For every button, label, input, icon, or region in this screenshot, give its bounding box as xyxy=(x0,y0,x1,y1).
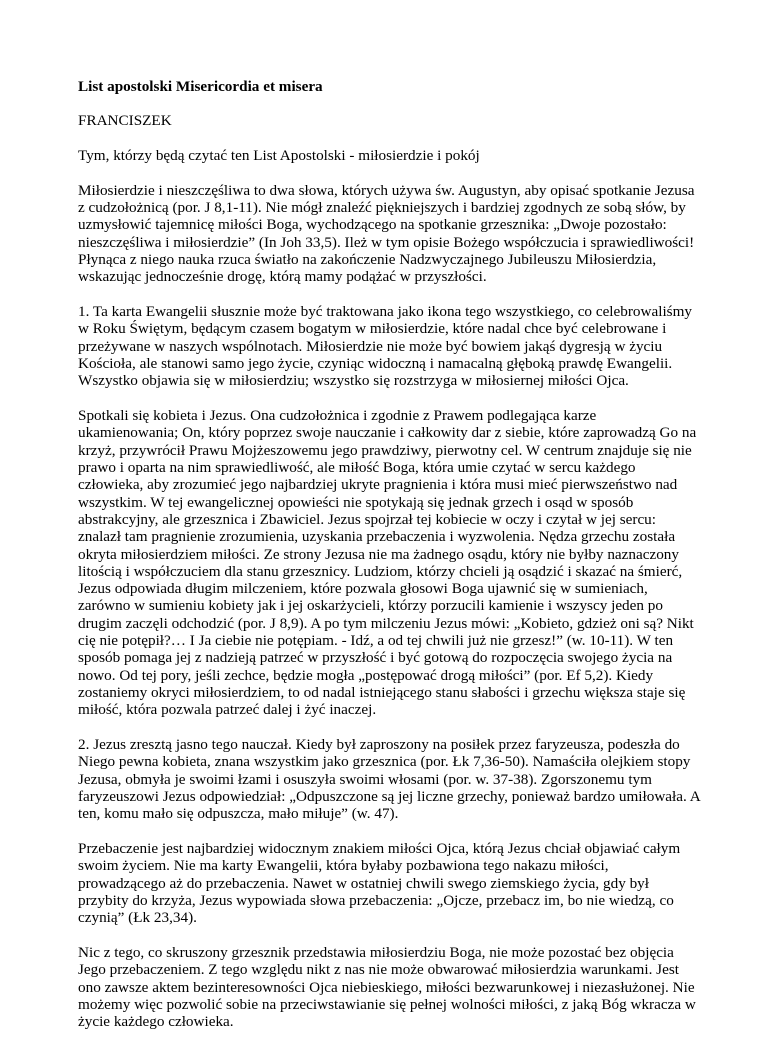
paragraph-1-continued: Spotkali się kobieta i Jezus. Ona cudzołożnica i zgodnie z Prawem podlegająca karze ukamienowania; On, który poprzez swoje nauczanie i całkowity dar z siebie, które zaprowadzą Go na krzyż, przywrócił Prawu Mojżeszowemu jego prawdziwy, pierwotny cel. W centrum znajduje się nie prawo i oparta na nim sprawiedliwość, ale miłość Boga, która umie czytać w sercu każdego człowieka, aby zrozumieć jego najbardziej ukryte pragnienia i która musi mieć pierwszeństwo nad wszystkim. W tej ewangelicznej opowieści nie spotykają się jednak grzech i osąd w sposób abstrakcyjny, ale grzesznica i Zbawiciel. Jezus spojrzał tej kobiecie w oczy i czytał w jej sercu: znalazł tam pragnienie zrozumienia, uzyskania przebaczenia i wyzwolenia. Nędza grzechu została okryta miłosierdziem miłości. Ze strony Jezusa nie ma żadnego osądu, który nie byłby naznaczony litością i współczuciem dla stanu grzesznicy. Ludziom, którzy chcieli ją osądzić i skazać na śmierć, Jezus odpowiada długim milczeniem, które pozwala głosowi Boga ujawnić się w sumieniach, zarówno w sumieniu kobiety jak i jej oskarżycieli, którzy porzucili kamienie i wszyscy jeden po drugim zaczęli odchodzić (por. J 8,9). A po tym milczeniu Jezus mówi: „Kobieto, gdzież oni są? Nikt cię nie potępił?… I Ja ciebie nie potępiam. - Idź, a od tej chwili już nie grzesz!” (w. 10-11). W ten sposób pomaga jej z nadzieją patrzeć w przyszłość i być gotową do rozpoczęcia swojego życia na nowo. Od tej pory, jeśli zechce, będzie mogła „postępować drogą miłości” (por. Ef 5,2). Kiedy zostaniemy okryci miłosierdziem, to od nadal istniejącego stanu słabości i grzechu większa staje się miłość, która pozwala patrzeć dalej i żyć inaczej. xyxy=(78,407,697,719)
paragraph-2-mercy: Nic z tego, co skruszony grzesznik przedstawia miłosierdziu Boga, nie może pozostać bez objęcia Jego przebaczeniem. Z tego względu nikt z nas nie może obwarować miłosierdzia warunkami. Jest ono zawsze aktem bezinteresowności Ojca niebieskiego, miłości bezwarunkowej i niezasłużonej. Nie możemy więc pozwolić sobie na przeciwstawianie się pełnej wolności miłości, z jaką Bóg wkracza w życie każdego człowieka. xyxy=(78,943,696,1031)
paragraph-1: 1. Ta karta Ewangelii słusznie może być traktowana jako ikona tego wszystkiego, co celebrowaliśmy w Roku Świętym, będącym czasem bogatym w miłosierdzie, które nadal chce być celebrowane i przeżywane w naszych wspólnotach. Miłosierdzie nie może być bowiem jakąś dygresją w życiu Kościoła, ale stanowi samo jego życie, czyniąc widoczną i namacalną głęboką prawdę Ewangelii. Wszystko objawia się w miłosierdziu; wszystko się rozstrzyga w miłosiernej miłości Ojca. xyxy=(78,303,692,390)
author-line: FRANCISZEK xyxy=(78,112,172,130)
paragraph-2-forgiveness: Przebaczenie jest najbardziej widocznym znakiem miłości Ojca, którą Jezus chciał objawiać całym swoim życiem. Nie ma karty Ewangelii, która byłaby pozbawiona tego nakazu miłości, prowadzącego aż do przebaczenia. Nawet w ostatniej chwili swego ziemskiego życia, gdy był przybity do krzyża, Jezus wypowiada słowa przebaczenia: „Ojcze, przebacz im, bo nie wiedzą, co czynią” (Łk 23,34). xyxy=(78,839,681,927)
paragraph-intro: Miłosierdzie i nieszczęśliwa to dwa słowa, których używa św. Augustyn, aby opisać spotkanie Jezusa z cudzołożnicą (por. J 8,1-11). Nie mógł znaleźć piękniejszych i bardziej zgodnych ze sobą słów, by uzmysłowić tajemnicę miłości Boga, wychodzącego na spotkanie grzesznika: „Dwoje pozostało: nieszczęśliwa i miłosierdzie” (In Joh 33,5). Ileż w tym opisie Bożego współczucia i sprawiedliwości! Płynąca z niego nauka rzuca światło na zakończenie Nadzwyczajnego Jubileuszu Miłosierdzia, wskazując jednocześnie drogę, którą mamy podążać w przyszłości. xyxy=(78,181,695,286)
greeting-line: Tym, którzy będą czytać ten List Apostolski - miłosierdzie i pokój xyxy=(78,147,480,165)
document-title: List apostolski Misericordia et misera xyxy=(78,78,323,95)
paragraph-2: 2. Jezus zresztą jasno tego nauczał. Kiedy był zaproszony na posiłek przez faryzeusza, podeszła do Niego pewna kobieta, znana wszystkim jako grzesznica (por. Łk 7,36-50). Namaściła olejkiem stopy Jezusa, obmyła je swoimi łzami i osuszyła swoimi włosami (por. w. 37-38). Zgorszonemu tym faryzeuszowi Jezus odpowiedział: „Odpuszczone są jej liczne grzechy, ponieważ bardzo umiłowała. A ten, komu mało się odpuszcza, mało miłuje” (w. 47). xyxy=(78,736,700,823)
document-page xyxy=(78,78,700,1048)
